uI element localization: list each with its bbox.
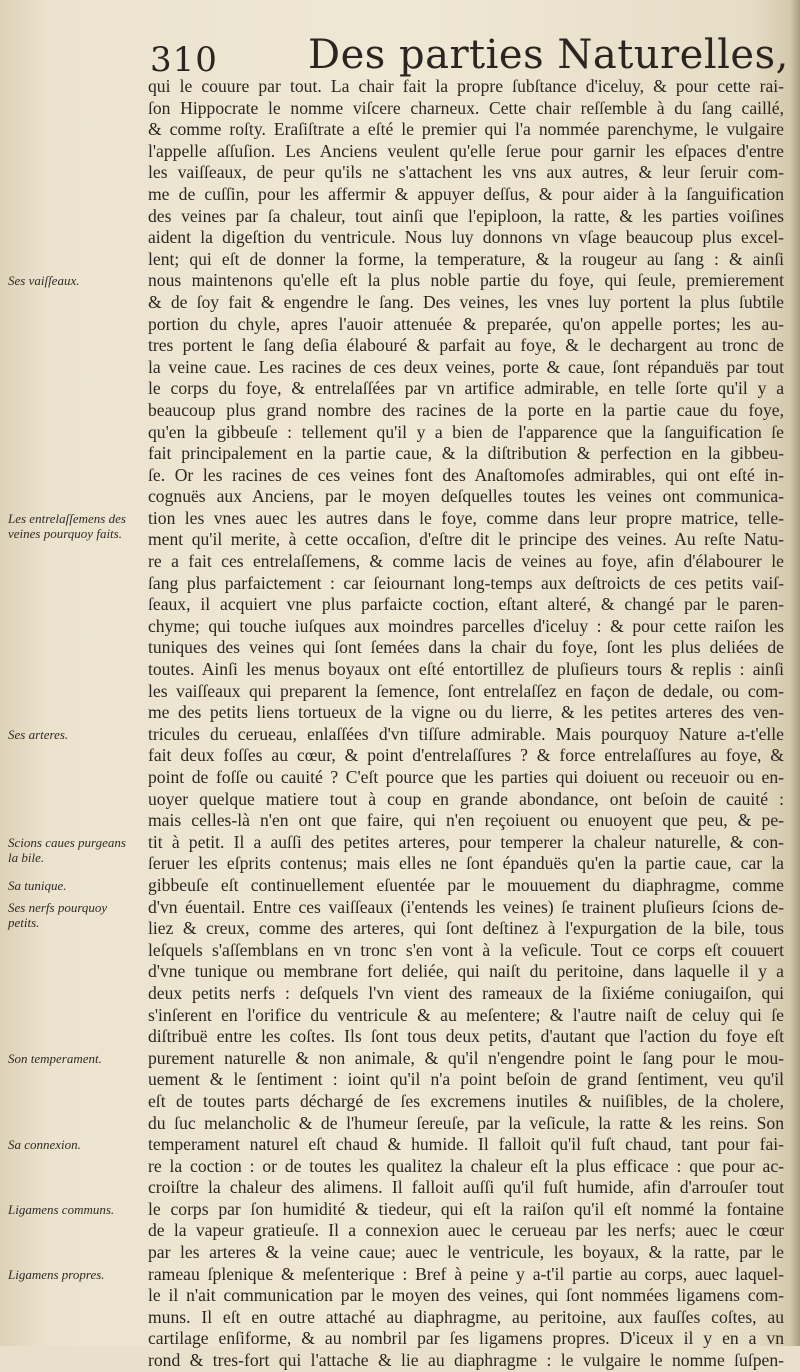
text-line: des veines par ſa chaleur, tout ainſi que l'epiploon, la ratte, & les parties voiſines [148,205,784,226]
text-line: deux petits nerfs : deſquels l'vn vient des rameaux de la ſixiéme coniugaiſon, qui [148,982,784,1003]
text-line: & de ſoy fait & engendre le ſang. Des veines, les vnes luy portent la plus ſubtile [148,291,784,312]
text-line: ſon Hippocrate le nomme viſcere charneux. Cette chair reſſemble à du ſang caillé, [148,97,784,118]
text-line: ſe. Or les racines de ces veines font des Anaſtomoſes admirables, qui ont eſté in- [148,464,784,485]
text-line: le corps par ſon humidité & tiedeur, qui eſt la raiſon qu'il eſt nommé la fontaine [148,1198,784,1219]
text-line: liez & creux, comme des arteres, qui ſont deſtinez à l'expurgation de la bile, tous [148,918,784,939]
text-line: croiſtre la chaleur des alimens. Il falloit auſſi qu'il fuſt humide, afin d'arrouſer tout [148,1177,784,1198]
text-line: le il n'ait communication par le moyen des veines, qui ſont nommées ligamens com- [148,1285,784,1306]
text-line: beaucoup plus grand nombre des racines de la porte en la partie caue du foye, [148,399,784,420]
text-line: rameau ſplenique & meſenterique : Bref à peine y a-t'il partie au corps, auec laquel- [148,1263,784,1284]
text-line: ment qu'il merite, à cette occaſion, d'eſtre dit le principe des veines. Au reſte Natu- [148,529,784,550]
text-line: d'vne tunique ou membrane fort deliée, qui naiſt du peritoine, dans laquelle il y a [148,961,784,982]
text-line: d'vn éuentail. Entre ces vaiſſeaux (i'entends les veines) ſe trainent pluſieurs ſcions de- [148,896,784,917]
text-line: qu'en la gibbeuſe : tellement qu'il y a bien de l'apparence que la ſanguification ſe [148,421,784,442]
body-text [148,76,784,1372]
text-line: du ſuc melancholic & de l'humeur ſereuſe, par la veſicule, la ratte & les reins. Son [148,1112,784,1133]
text-line: re la coction : or de toutes les qualitez la chaleur eſt la plus efficace : que pour ac- [148,1155,784,1176]
page-edge-shadow [790,0,800,1346]
text-line: diſtribuë entre les coſtes. Ils ſont tous deux petits, d'autant que l'action du foye eſt [148,1026,784,1047]
text-line: ſang plus parfaictement : car ſeiournant long-temps aux deſtroicts de ces petits vaiſ- [148,572,784,593]
text-line: purement naturelle & non animale, & qu'il n'engendre point le ſang pour le mou- [148,1047,784,1068]
text-line: les vaiſſeaux, de peur qu'ils ne s'attachent les vns aux autres, & leur ſeruir com- [148,162,784,183]
margin-note: Scions caues purgeans la bile. [8,835,126,865]
text-line: de la vapeur gratieuſe. Il a connexion auec le cerueau par les nerfs; auec le cœur [148,1220,784,1241]
text-line: me des petits liens tortueux de la vigne ou du lierre, & les petites arteres des ven- [148,702,784,723]
text-line: uoyer quelque matiere tout à coup en grande abondance, ont beſoin de cauité : [148,788,784,809]
text-line: fait principalement en la partie caue, & la diſtribution & perfection en la gibbeu- [148,443,784,464]
text-line: le corps du foye, & entrelaſſées par vn artifice admirable, en telle ſorte qu'il y a [148,378,784,399]
margin-note: Les entrelaſſemens des veines pourquoy faits. [8,511,126,541]
text-line: rond & tres-fort qui l'attache & lie au diaphragme : le vulgaire le nomme ſuſpen- [148,1350,784,1371]
text-line: temperament naturel eſt chaud & humide. Il falloit qu'il fuſt chaud, tant pour fai- [148,1134,784,1155]
margin-notes [0,0,140,1346]
text-line: eſt de toutes parts déchargé de ſes excremens inutiles & nuiſibles, de la cholere, [148,1090,784,1111]
text-line: toutes. Ainſi les menus boyaux ont eſté entortillez de pluſieurs tours & replis : ainſi [148,659,784,680]
text-line: cartilage enſiforme, & au nombril par ſes ligamens propres. D'iceux il y en a vn [148,1328,784,1349]
text-line: tricules du cerueau, enlaſſées d'vn tiſſure admirable. Mais pourquoy Nature a-t'elle [148,723,784,744]
text-line: ſeruer les eſprits contenus; mais elles ne ſont épanduës qu'en la partie caue, car la [148,853,784,874]
margin-note: Ses arteres. [8,727,69,742]
margin-note: Ligamens communs. [8,1202,115,1218]
text-line: re a fait ces entrelaſſemens, & comme lacis de veines au foye, afin d'élabourer le [148,551,784,572]
margin-note: Ses nerfs pourquoy petits. [8,899,108,930]
text-line: tion les vnes auec les autres dans le foye, comme dans leur propre matrice, telle- [148,507,784,528]
margin-note: Ligamens propres. [8,1267,105,1282]
running-head: Des parties Naturelles, [308,32,789,78]
text-line: me de cuſſin, pour les affermir & appuyer deſſus, & pour aider à la ſanguification [148,183,784,204]
text-line: leſquels s'aſſemblans en vn tronc s'en vont à la veſicule. Tout ce corps eſt couuert [148,939,784,960]
text-line: ſeaux, il acquiert vne plus parfaicte coction, eſtant alteré, & changé par le paren- [148,594,784,615]
text-line: mais celles-là n'en ont que faire, qui n'en reçoiuent ou enuoyent que peu, & pe- [148,810,784,831]
text-line: l'appelle aſſuſion. Les Anciens veulent qu'elle ſerue pour garnir les eſpaces d'entre [148,140,784,161]
text-line: les vaiſſeaux qui preparent la ſemence, ſont entrelaſſez en façon de dedale, ou com- [148,680,784,701]
text-line: chyme; qui touche iuſques aux moindres parcelles d'iceluy : & pour cette raiſon les [148,615,784,636]
text-line: cognuës aux Anciens, par le moyen deſquelles toutes les veines ont communica- [148,486,784,507]
text-line: tit à petit. Il a auſſi des petites arteres, pour temperer la chaleur naturelle, & con- [148,831,784,852]
text-line: & comme roſty. Eraſiſtrate a eſté le premier qui l'a nommée parenchyme, le vulgaire [148,119,784,140]
margin-note: Ses vaiſſeaux. [8,273,80,289]
text-line: tuniques des veines qui ſont ſemées dans la chair du foye, ſont les plus deliées de [148,637,784,658]
text-line: portion du chyle, apres l'auoir attenuée & preparée, qu'on appelle portes; les au- [148,313,784,334]
text-line: fait deux foſſes au cœur, & point d'entrelaſſures ? & force entrelaſſures au foye, & [148,745,784,766]
text-line: point de foſſe ou cauité ? C'eſt pource que les parties qui doiuent ou receuoir ou en- [148,767,784,787]
text-line: aident la digeſtion du ventricule. Nous luy donnons vn vſage beaucoup plus excel- [148,227,784,248]
text-line: par les arteres & la veine caue; auec le ventricule, les boyaux, & la ratte, par le [148,1242,784,1263]
margin-note: Sa connexion. [8,1137,81,1153]
margin-note: Son temperament. [8,1051,102,1066]
text-line: lent; qui eſt de donner la forme, la temperature, & la rougeur au ſang : & ainſi [148,248,784,269]
margin-note: Sa tunique. [8,878,67,894]
text-line: la veine caue. Les racines de ces deux veines, porte & caue, ſont répanduës par tout [148,356,784,377]
text-line: muns. Il eſt en outre attaché au diaphragme, au peritoine, aux fauſſes coſtes, au [148,1306,784,1327]
page-number: 310 [150,40,218,80]
text-line: s'inſerent en l'orifice du ventricule & au meſentere; & l'autre naiſt de celuy qui ſe [148,1004,784,1025]
text-line: uement & le ſentiment : ioint qu'il n'a point beſoin de grand ſentiment, veu qu'il [148,1069,784,1090]
text-line: nous maintenons qu'elle eſt la plus noble partie du foye, qui ſeule, premierement [148,270,784,291]
text-line: qui le couure par tout. La chair fait la propre ſubſtance d'iceluy, & pour cette rai- [148,76,784,96]
text-line: gibbeuſe eſt continuellement eſuentée par le mouuement du diaphragme, comme [148,874,784,895]
text-line: tres portent le ſang deſia élabouré & parfait au foye, & le dechargent au tronc de [148,335,784,356]
